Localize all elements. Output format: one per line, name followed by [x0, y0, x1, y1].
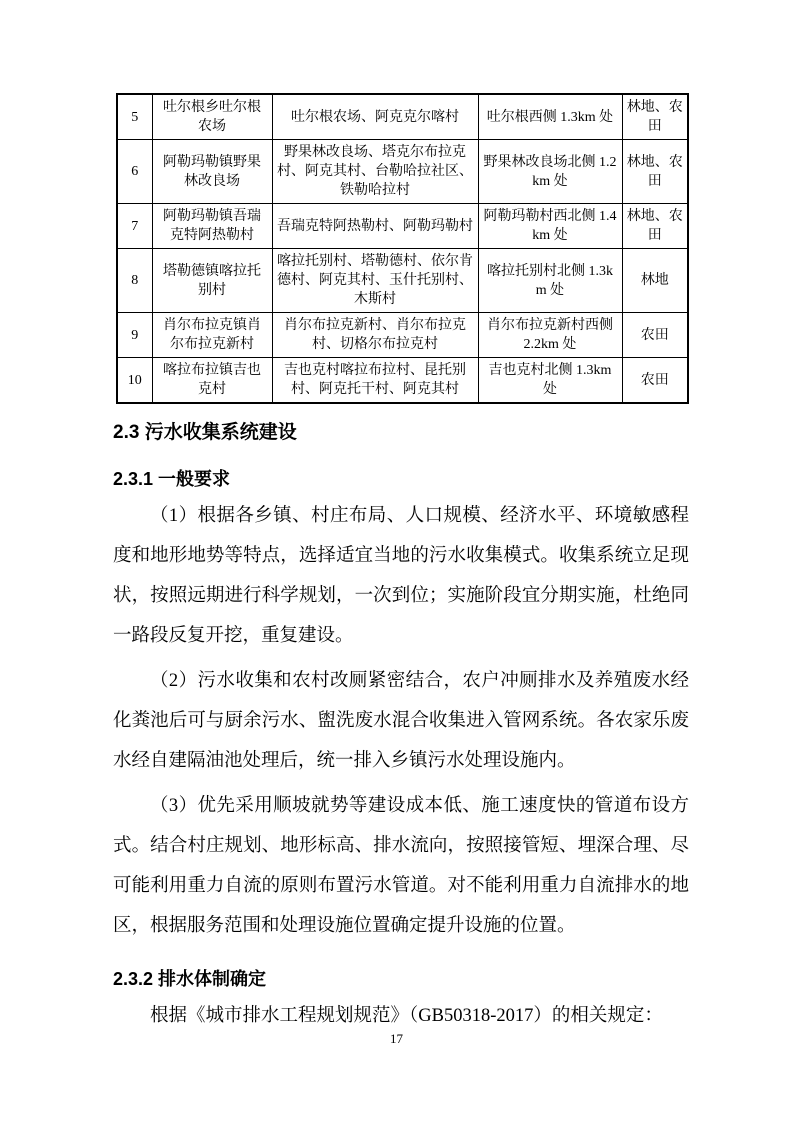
- paragraph-3: （3）优先采用顺坡就势等建设成本低、施工速度快的管道布设方式。结合村庄规划、地形标高、排水流向，按照接管短、埋深合理、尽可能利用重力自流的原则布置污水管道。对不能利用重力自流排水的地区，根据服务范围和处理设施位置确定提升设施的位置。: [113, 796, 689, 936]
- cell-facility-name: 塔勒德镇喀拉托别村: [152, 249, 272, 313]
- paragraph-4: 根据《城市排水工程规划规范》（GB50318-2017）的相关规定：: [150, 1006, 663, 1026]
- cell-served-villages: 吾瑞克特阿热勒村、阿勒玛勒村: [272, 204, 478, 249]
- village-table: [116, 93, 689, 404]
- cell-land-type: 农田: [622, 313, 688, 358]
- cell-facility-name: 阿勒玛勒镇吾瑞克特阿热勒村: [152, 204, 272, 249]
- cell-row-number: 5: [117, 94, 152, 140]
- document-content: [113, 93, 689, 1036]
- cell-served-villages: 吉也克村喀拉布拉村、昆托别村、阿克托干村、阿克其村: [272, 358, 478, 404]
- table-row: [117, 358, 688, 404]
- cell-row-number: 10: [117, 358, 152, 404]
- table-row: [117, 140, 688, 204]
- cell-site-location: 阿勒玛勒村西北侧 1.4km 处: [478, 204, 622, 249]
- cell-land-type: 林地: [622, 249, 688, 313]
- cell-land-type: 林地、农田: [622, 204, 688, 249]
- table-row: [117, 94, 688, 140]
- cell-facility-name: 阿勒玛勒镇野果林改良场: [152, 140, 272, 204]
- table-row: [117, 204, 688, 249]
- paragraph-2: （2）污水收集和农村改厕紧密结合，农户冲厕排水及养殖废水经化粪池后可与厨余污水、盥洗废水混合收集进入管网系统。各农家乐废水经自建隔油池处理后，统一排入乡镇污水处理设施内。: [113, 671, 689, 771]
- cell-site-location: 吐尔根西侧 1.3km 处: [478, 94, 622, 140]
- cell-served-villages: 吐尔根农场、阿克克尔喀村: [272, 94, 478, 140]
- cell-land-type: 林地、农田: [622, 94, 688, 140]
- page-number: 17: [390, 1031, 403, 1046]
- cell-land-type: 林地、农田: [622, 140, 688, 204]
- table-row: [117, 313, 688, 358]
- cell-row-number: 6: [117, 140, 152, 204]
- cell-served-villages: 肖尔布拉克新村、肖尔布拉克村、切格尔布拉克村: [272, 313, 478, 358]
- section-heading-2-3-2: 2.3.2 排水体制确定: [113, 969, 267, 989]
- table-row: [117, 249, 688, 313]
- table-body: [117, 94, 688, 403]
- cell-site-location: 吉也克村北侧 1.3km 处: [478, 358, 622, 404]
- section-heading-2-3-1: 2.3.1 一般要求: [113, 469, 231, 489]
- cell-facility-name: 肖尔布拉克镇肖尔布拉克新村: [152, 313, 272, 358]
- cell-row-number: 8: [117, 249, 152, 313]
- cell-row-number: 9: [117, 313, 152, 358]
- cell-served-villages: 野果林改良场、塔克尔布拉克村、阿克其村、台勒哈拉社区、铁勒哈拉村: [272, 140, 478, 204]
- paragraph-1: （1）根据各乡镇、村庄布局、人口规模、经济水平、环境敏感程度和地形地势等特点，选择适宜当地的污水收集模式。收集系统立足现状，按照远期进行科学规划，一次到位；实施阶段宜分期实施，杜绝同一路段反复开挖，重复建设。: [113, 506, 689, 646]
- section-heading-2-3: 2.3 污水收集系统建设: [113, 422, 297, 443]
- cell-site-location: 肖尔布拉克新村西侧 2.2km 处: [478, 313, 622, 358]
- cell-served-villages: 喀拉托别村、塔勒德村、依尔肯德村、阿克其村、玉什托别村、木斯村: [272, 249, 478, 313]
- cell-row-number: 7: [117, 204, 152, 249]
- cell-site-location: 喀拉托别村北侧 1.3km 处: [478, 249, 622, 313]
- cell-facility-name: 喀拉布拉镇吉也克村: [152, 358, 272, 404]
- cell-facility-name: 吐尔根乡吐尔根农场: [152, 94, 272, 140]
- cell-land-type: 农田: [622, 358, 688, 404]
- cell-site-location: 野果林改良场北侧 1.2km 处: [478, 140, 622, 204]
